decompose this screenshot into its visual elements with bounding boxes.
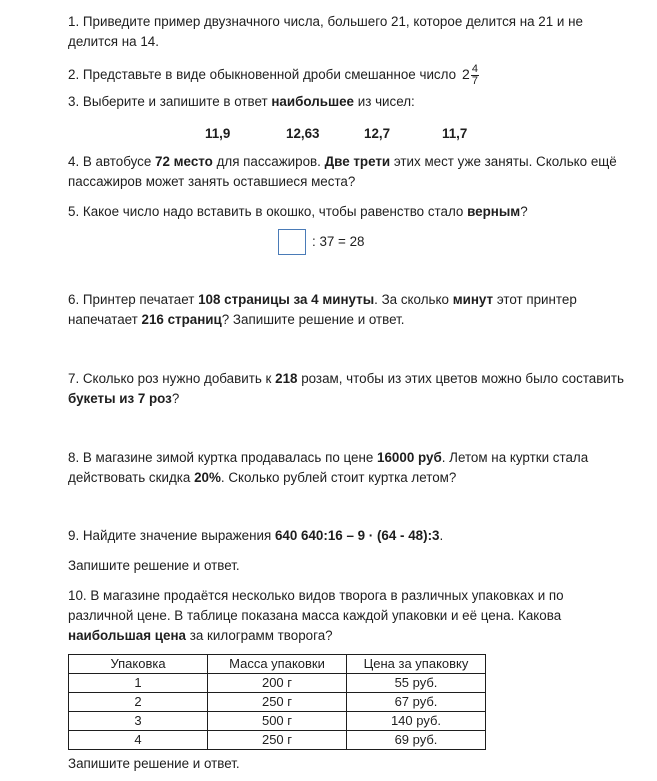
question-2-text: 2. Представьте в виде обыкновенной дроби смешанное число <box>68 67 457 83</box>
question-3: 3. Выберите и запишите в ответ наибольшее из чисел: <box>68 94 415 109</box>
number-choices <box>0 124 657 144</box>
table-header-row <box>69 655 486 674</box>
question-4: 4. В автобусе 72 место для пассажиров. Две трети этих мест уже заняты. Сколько ещё пассажиров может занять оставшиеся места? <box>68 154 617 189</box>
question-9: 9. Найдите значение выражения 640 640:16 – 9 · (64 - 48):3. <box>68 528 444 543</box>
question-1-text: 1. Приведите пример двузначного числа, большего 21, которое делится на 21 и не делится на 14. <box>68 14 583 49</box>
question-10-note: Запишите решение и ответ. <box>68 756 240 771</box>
table-header: Масса упаковки <box>208 655 347 674</box>
question-6: 6. Принтер печатает 108 страницы за 4 минуты. За сколько минут этот принтер напечатает 216 страниц? Запишите решение и ответ. <box>68 292 577 327</box>
table-row: 2 250 г 67 руб. <box>69 693 486 712</box>
emphasis-largest: наибольшее <box>271 94 355 109</box>
question-2 <box>68 64 628 87</box>
table-row: 4 250 г 69 руб. <box>69 731 486 750</box>
question-5: 5. Какое число надо вставить в окошко, чтобы равенство стало верным? <box>68 204 528 219</box>
number-choice: 11,7 <box>442 126 468 141</box>
number-choice: 12,63 <box>286 126 320 141</box>
price-table <box>68 654 486 750</box>
table-row: 1 200 г 55 руб. <box>69 674 486 693</box>
question-9-note: Запишите решение и ответ. <box>68 558 240 573</box>
question-10: 10. В магазине продаётся несколько видов творога в различных упаковках и по различной цене. В таблице показана масса каждой упаковки и её цена. Какова наибольшая цена за килограмм творога? <box>68 588 564 643</box>
number-choice: 12,7 <box>364 126 391 141</box>
fraction-denominator: 7 <box>471 75 478 87</box>
table-row: 3 500 г 140 руб. <box>69 712 486 731</box>
mixed-number-whole: 2 <box>462 66 470 83</box>
table-header: Цена за упаковку <box>347 655 486 674</box>
equation-text: : 37 = 28 <box>312 234 365 249</box>
mixed-number-fraction <box>471 64 479 87</box>
question-1 <box>68 12 628 52</box>
question-7: 7. Сколько роз нужно добавить к 218 розам, чтобы из этих цветов можно было составить букеты из 7 роз? <box>68 371 624 406</box>
question-8: 8. В магазине зимой куртка продавалась по цене 16000 руб. Летом на куртки стала действовать скидка 20%. Сколько рублей стоит куртка летом? <box>68 450 589 485</box>
answer-box[interactable] <box>278 229 306 255</box>
number-choice: 11,9 <box>205 126 231 141</box>
table-header: Упаковка <box>69 655 208 674</box>
fraction-numerator: 4 <box>471 63 478 75</box>
